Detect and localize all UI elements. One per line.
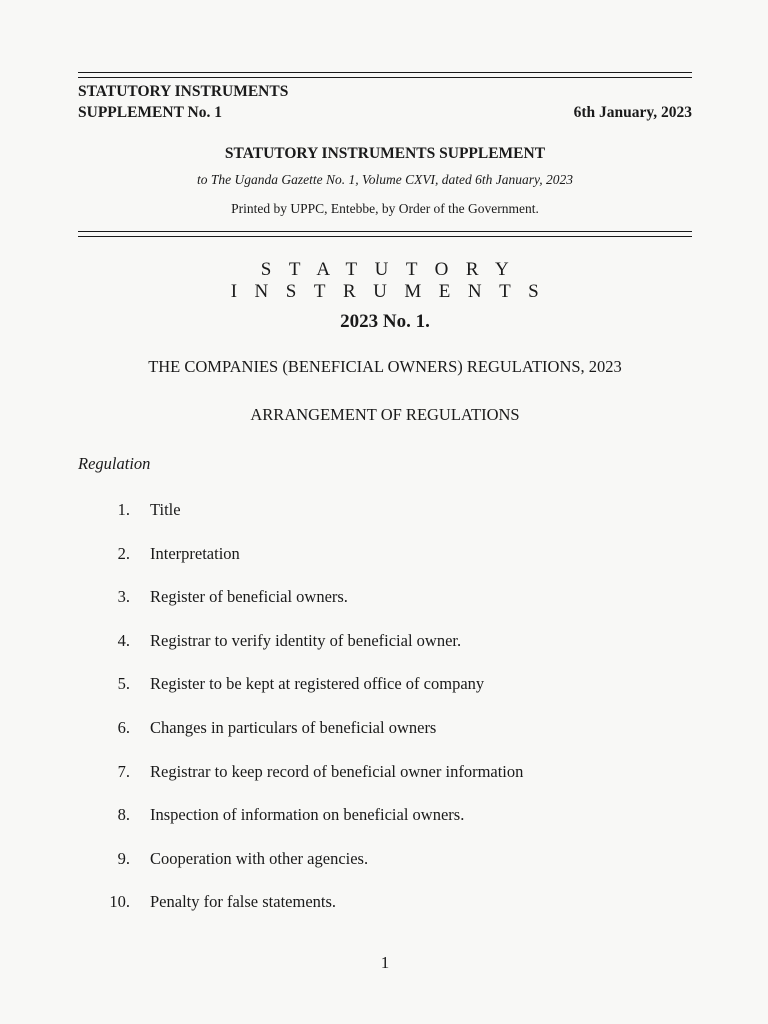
list-item: [78, 544, 692, 588]
item-number: 10.: [109, 892, 130, 912]
item-number: 2.: [117, 543, 130, 563]
page-number: 1: [380, 953, 390, 972]
item-number: 8.: [117, 805, 130, 825]
list-item: [78, 805, 692, 849]
list-item: [78, 500, 692, 544]
item-number: 7.: [117, 761, 130, 781]
item-number: 9.: [117, 848, 130, 868]
top-rule: [78, 72, 692, 73]
list-item: [78, 587, 692, 631]
item-text: Cooperation with other agencies.: [150, 848, 369, 868]
item-text: Penalty for false statements.: [150, 892, 337, 912]
supplement-title: STATUTORY INSTRUMENTS SUPPLEMENT: [224, 145, 546, 162]
column-label: Regulation: [78, 454, 151, 473]
header-date: 6th January, 2023: [573, 104, 692, 121]
item-number: 6.: [117, 717, 130, 737]
item-number: 3.: [117, 587, 130, 607]
list-item: [78, 762, 692, 806]
item-number: 4.: [117, 630, 130, 650]
arrangement-title: ARRANGEMENT OF REGULATIONS: [250, 405, 520, 424]
list-item: [78, 892, 692, 936]
regulation-list: [78, 500, 692, 936]
regulation-title: THE COMPANIES (BENEFICIAL OWNERS) REGULATIONS, 2023: [148, 357, 622, 376]
item-number: 1.: [117, 500, 130, 519]
printed-by: Printed by UPPC, Entebbe, by Order of the Government.: [231, 201, 539, 216]
item-text: Register to be kept at registered office of company: [150, 674, 485, 694]
instruments-heading: STATUTORY INSTRUMENTS: [230, 259, 557, 302]
list-item: [78, 674, 692, 718]
item-text: Interpretation: [150, 543, 240, 563]
item-text: Registrar to keep record of beneficial owner information: [150, 761, 524, 781]
divider-rule: [78, 236, 692, 237]
top-rule: [78, 77, 692, 78]
list-item: [78, 849, 692, 893]
item-text: Changes in particulars of beneficial owners: [150, 717, 437, 737]
item-text: Register of beneficial owners.: [150, 587, 348, 607]
list-item: [78, 718, 692, 762]
supplement-subtitle: to The Uganda Gazette No. 1, Volume CXVI, dated 6th January, 2023: [196, 172, 574, 187]
instrument-number: 2023 No. 1.: [340, 311, 430, 332]
list-item: [78, 631, 692, 675]
header-title: STATUTORY INSTRUMENTS: [78, 83, 289, 100]
item-number: 5.: [117, 674, 130, 694]
item-text: Inspection of information on beneficial owners.: [150, 805, 465, 825]
document-page: [78, 0, 692, 1024]
item-text: Registrar to verify identity of beneficial owner.: [150, 630, 462, 650]
item-text: Title: [150, 500, 181, 519]
divider-rule: [78, 231, 692, 232]
header-supplement: SUPPLEMENT No. 1: [78, 104, 222, 121]
